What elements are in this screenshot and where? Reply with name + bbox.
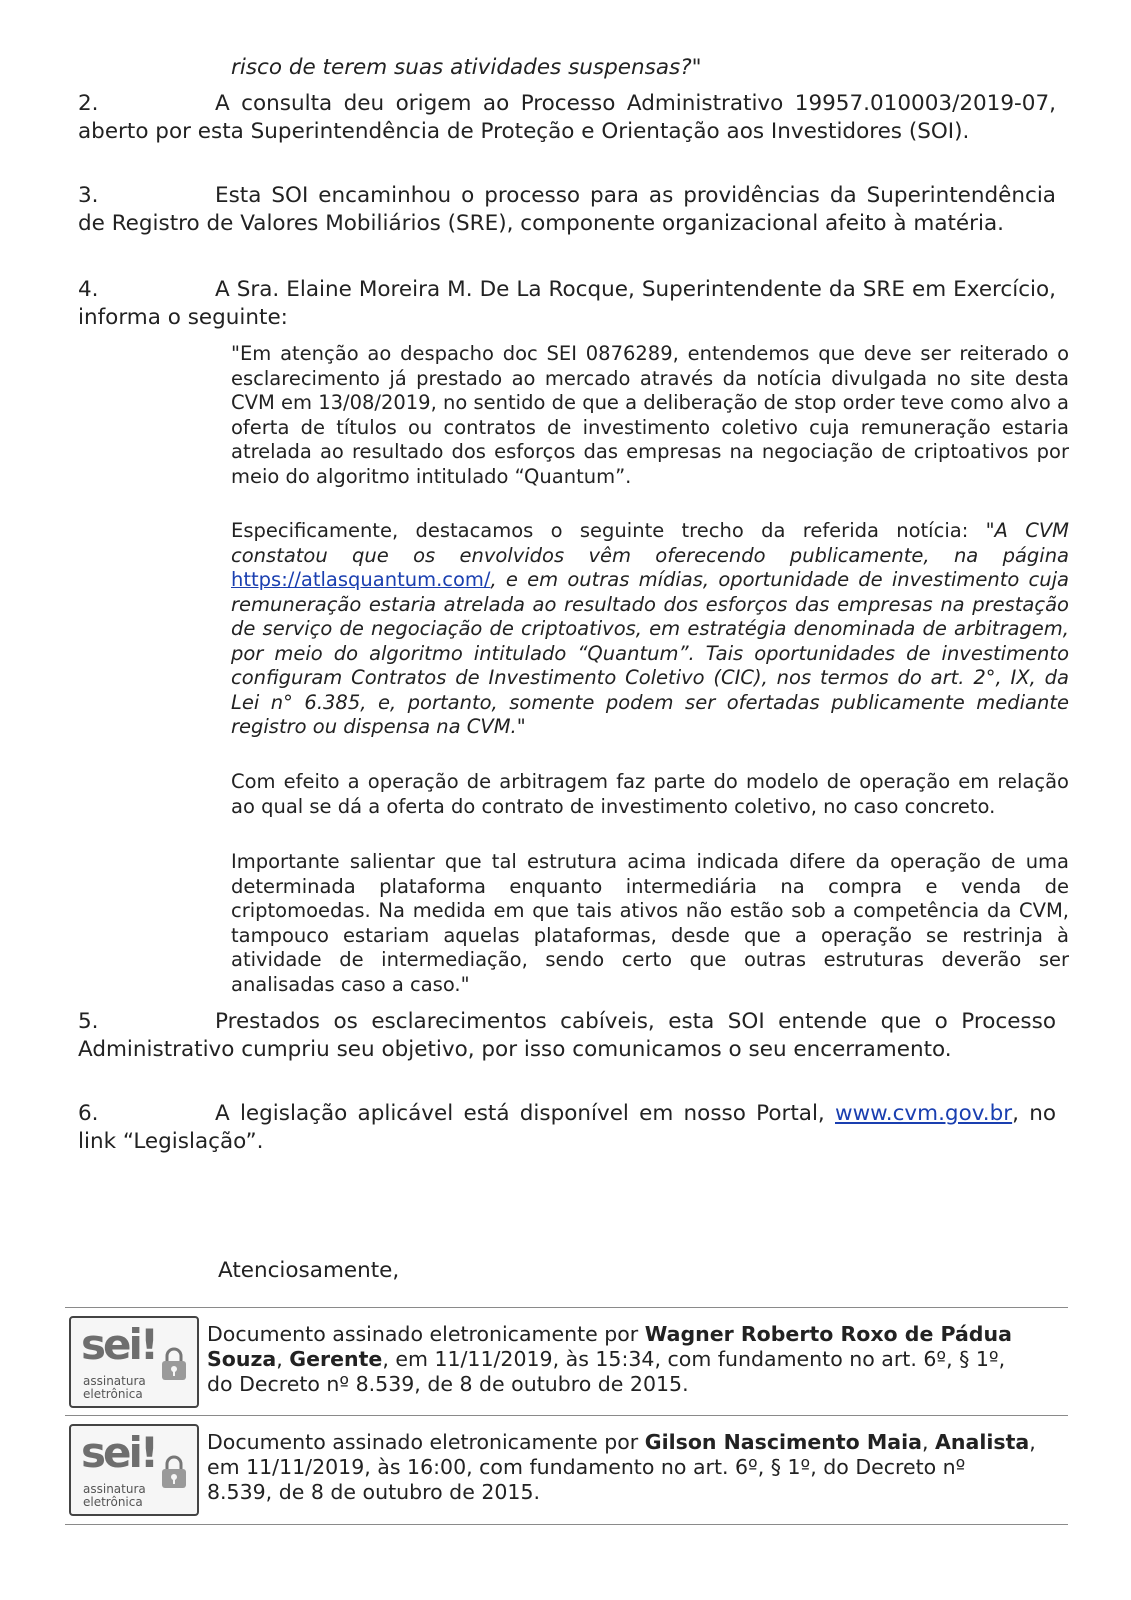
paragraph-number: 5. xyxy=(78,1009,99,1034)
sei-logo-text: sei! xyxy=(81,1320,157,1369)
paragraph-3 xyxy=(78,182,1056,238)
signature-prefix: Documento assinado eletronicamente por xyxy=(207,1322,645,1346)
sei-logo-subtitle: assinatura xyxy=(83,1482,146,1496)
paragraph-4 xyxy=(78,276,1056,332)
paragraph-text: Prestados os esclarecimentos cabíveis, esta SOI entende que o Processo Administrativo cumpriu seu objetivo, por isso comunicamos o seu encerramento. xyxy=(78,1009,1056,1062)
paragraph-text: A consulta deu origem ao Processo Administrativo 19957.010003/2019-07, aberto por esta Superintendência de Proteção e Orientação aos Investidores (SOI). xyxy=(78,91,1056,144)
quote-paragraph-2 xyxy=(231,519,1069,740)
signature-text xyxy=(207,1430,1037,1505)
signer-role: Analista xyxy=(935,1430,1030,1454)
cvm-portal-link[interactable]: www.cvm.gov.br xyxy=(835,1101,1013,1126)
signature-prefix: Documento assinado eletronicamente por xyxy=(207,1430,645,1454)
paragraph-number: 6. xyxy=(78,1101,99,1126)
quote-close-mark: " xyxy=(516,715,526,738)
signature-block-1 xyxy=(65,1308,1068,1418)
signature-block-2 xyxy=(65,1416,1068,1526)
padlock-icon xyxy=(159,1346,189,1382)
signature-suffix: , em 11/11/2019, às 16:00, com fundamento no art. 6º, § 1º, do Decreto nº 8.539, de 8 de outubro de 2015. xyxy=(207,1430,1036,1504)
quote-italic-part-b: , e em outras mídias, oportunidade de investimento cuja remuneração estaria atrelada ao resultado dos esforços das empresas na prestação de serviço de negociação de criptoativos, em estratégia denominada de arbitragem, por meio do algoritmo intitulado “Quantum”. Tais oportunidades de investimento configuram Contratos de Investimento Coletivo (CIC), nos termos do art. 2°, IX, da Lei n° 6.385, e, portanto, somente podem ser ofertadas publicamente mediante registro ou dispensa na CVM. xyxy=(231,568,1069,738)
padlock-icon xyxy=(159,1454,189,1490)
signature-separator: , xyxy=(276,1347,290,1371)
paragraph-number: 4. xyxy=(78,277,99,302)
paragraph-text: A Sra. Elaine Moreira M. De La Rocque, Superintendente da SRE em Exercício, informa o seguinte: xyxy=(78,277,1056,330)
paragraph-text: A legislação aplicável está disponível em nosso Portal, xyxy=(215,1101,825,1126)
quote-intro: Especificamente, destacamos o seguinte trecho da referida notícia: " xyxy=(231,519,995,542)
signer-name: Gilson Nascimento Maia xyxy=(644,1430,922,1454)
sei-signature-logo xyxy=(69,1316,199,1408)
signature-separator: , xyxy=(922,1430,936,1454)
signer-name: Wagner Roberto Roxo de Pádua Souza xyxy=(207,1322,1012,1371)
sei-logo-text: sei! xyxy=(81,1428,157,1477)
quoted-question-end: risco de terem suas atividades suspensas?" xyxy=(231,55,702,80)
paragraph-number: 2. xyxy=(78,91,99,116)
paragraph-text: Esta SOI encaminhou o processo para as providências da Superintendência de Registro de Valores Mobiliários (SRE), componente organizacional afeito à matéria. xyxy=(78,183,1056,236)
atlasquantum-link[interactable]: https://atlasquantum.com/ xyxy=(231,568,491,591)
sei-signature-logo xyxy=(69,1424,199,1516)
paragraph-5 xyxy=(78,1008,1056,1064)
sei-logo-subtitle: eletrônica xyxy=(83,1495,143,1509)
paragraph-6 xyxy=(78,1100,1056,1156)
sei-logo-subtitle: eletrônica xyxy=(83,1387,143,1401)
paragraph-number: 3. xyxy=(78,183,99,208)
quote-paragraph-3: Com efeito a operação de arbitragem faz parte do modelo de operação em relação ao qual se dá a oferta do contrato de investimento coletivo, no caso concreto. xyxy=(231,770,1069,818)
signer-role: Gerente xyxy=(289,1347,383,1371)
quote-italic-part-a: A CVM constatou que os envolvidos vêm oferecendo publicamente, na página xyxy=(231,519,1069,567)
sei-logo-subtitle: assinatura xyxy=(83,1374,146,1388)
paragraph-2 xyxy=(78,90,1056,146)
signature-suffix: , em 11/11/2019, às 15:34, com fundamento no art. 6º, § 1º, do Decreto nº 8.539, de 8 de outubro de 2015. xyxy=(207,1347,1006,1396)
divider xyxy=(65,1524,1068,1525)
signature-text xyxy=(207,1322,1037,1397)
quote-paragraph-4: Importante salientar que tal estrutura acima indicada difere da operação de uma determinada plataforma enquanto intermediária na compra e venda de criptomoedas. Na medida em que tais ativos não estão sob a competência da CVM, tampouco estariam aquelas plataformas, desde que a operação se restrinja à atividade de intermediação, sendo certo que outras estruturas deverão ser analisadas caso a caso." xyxy=(231,850,1069,996)
quote-paragraph-1: "Em atenção ao despacho doc SEI 0876289, entendemos que deve ser reiterado o esclarecimento já prestado ao mercado através da notícia divulgada no site desta CVM em 13/08/2019, no sentido de que a deliberação de stop order teve como alvo a oferta de títulos ou contratos de investimento coletivo cuja remuneração estaria atrelada ao resultado dos esforços das empresas na negociação de criptoativos por meio do algoritmo intitulado “Quantum”. xyxy=(231,342,1069,488)
paragraph-text-end: , no link “Legislação”. xyxy=(78,1101,1056,1154)
closing-salutation: Atenciosamente, xyxy=(218,1258,400,1283)
